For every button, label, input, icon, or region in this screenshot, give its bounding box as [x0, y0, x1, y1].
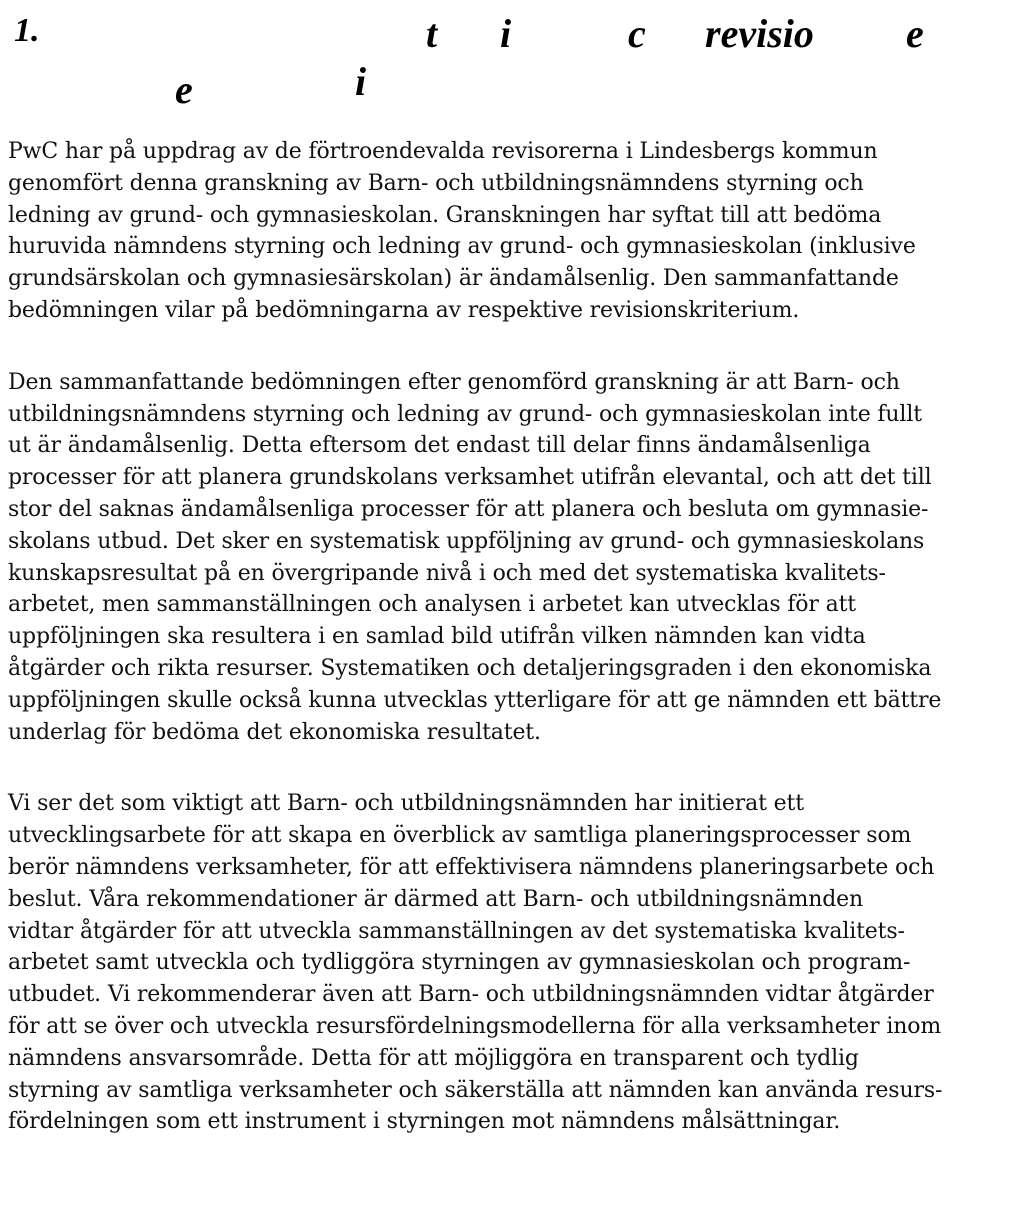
text-line: berör nämndens verksamheter, för att effektivisera nämndens planeringsarbete och	[8, 854, 935, 880]
text-line: Vi ser det som viktigt att Barn- och utbildningsnämnden har initierat ett	[8, 791, 804, 817]
text-line: grundsärskolan och gymnasiesärskolan) är ändamålsenlig. Den sammanfattande	[8, 266, 899, 292]
heading-fragment: c	[628, 11, 646, 56]
text-line: processer för att planera grundskolans verksamhet utifrån elevantal, och att det till	[8, 465, 932, 491]
text-line: uppföljningen ska resultera i en samlad bild utifrån vilken nämnden kan vidta	[8, 624, 866, 650]
text-line: beslut. Våra rekommendationer är därmed att Barn- och utbildningsnämnden	[8, 886, 864, 912]
text-line: fördelningen som ett instrument i styrningen mot nämndens målsättningar.	[8, 1109, 841, 1135]
heading-fragment: e	[175, 67, 193, 112]
text-line: utvecklingsarbete för att skapa en överblick av samtliga planeringsprocesser som	[8, 823, 912, 849]
heading-fragment: t	[426, 11, 438, 56]
text-line: styrning av samtliga verksamheter och säkerställa att nämnden kan använda resurs-	[8, 1077, 943, 1103]
text-line: Den sammanfattande bedömningen efter genomförd granskning är att Barn- och	[8, 369, 900, 395]
paragraph-1	[8, 136, 1018, 327]
text-line: för att se över och utveckla resursfördelningsmodellerna för alla verksamheter inom	[8, 1013, 942, 1039]
text-line: åtgärder och rikta resurser. Systematiken och detaljeringsgraden i den ekonomiska	[8, 655, 932, 681]
text-line: bedömningen vilar på bedömningarna av respektive revisionskriterium.	[8, 297, 800, 323]
text-line: utbildningsnämndens styrning och ledning av grund- och gymnasieskolan inte fullt	[8, 401, 922, 427]
text-line: utbudet. Vi rekommenderar även att Barn- och utbildningsnämnden vidtar åtgärder	[8, 982, 934, 1008]
heading-fragment: e	[906, 11, 924, 56]
body-text	[8, 136, 1018, 1178]
text-line: genomfört denna granskning av Barn- och utbildningsnämndens styrning och	[8, 170, 864, 196]
text-line: ledning av grund- och gymnasieskolan. Granskningen har syftat till att bedöma	[8, 202, 882, 228]
text-line: stor del saknas ändamålsenliga processer för att planera och besluta om gymnasie-	[8, 496, 929, 522]
text-line: arbetet samt utveckla och tydliggöra styrningen av gymnasieskolan och program-	[8, 950, 911, 976]
text-line: skolans utbud. Det sker en systematisk uppföljning av grund- och gymnasieskolans	[8, 528, 925, 554]
heading-fragment: revisio	[705, 11, 814, 56]
paragraph-3	[8, 788, 1018, 1138]
text-line: nämndens ansvarsområde. Detta för att möjliggöra en transparent och tydlig	[8, 1045, 859, 1071]
section-number: 1.	[14, 12, 40, 49]
heading-fragment: i	[355, 59, 367, 104]
text-line: uppföljningen skulle också kunna utvecklas ytterligare för att ge nämnden ett bättre	[8, 687, 942, 713]
text-line: huruvida nämndens styrning och ledning av grund- och gymnasieskolan (inklusive	[8, 234, 916, 260]
heading-fragment: i	[500, 11, 512, 56]
text-line: kunskapsresultat på en övergripande nivå i och med det systematiska kvalitets-	[8, 560, 886, 586]
section-heading	[0, 0, 1024, 112]
text-line: PwC har på uppdrag av de förtroendevalda revisorerna i Lindesbergs kommun	[8, 139, 878, 164]
paragraph-2	[8, 367, 1018, 749]
text-line: vidtar åtgärder för att utveckla sammanställningen av det systematiska kvalitets-	[8, 918, 905, 944]
text-line: underlag för bedöma det ekonomiska resultatet.	[8, 719, 541, 745]
text-line: ut är ändamålsenlig. Detta eftersom det endast till delar finns ändamålsenliga	[8, 433, 871, 459]
text-line: arbetet, men sammanställningen och analysen i arbetet kan utvecklas för att	[8, 592, 856, 618]
